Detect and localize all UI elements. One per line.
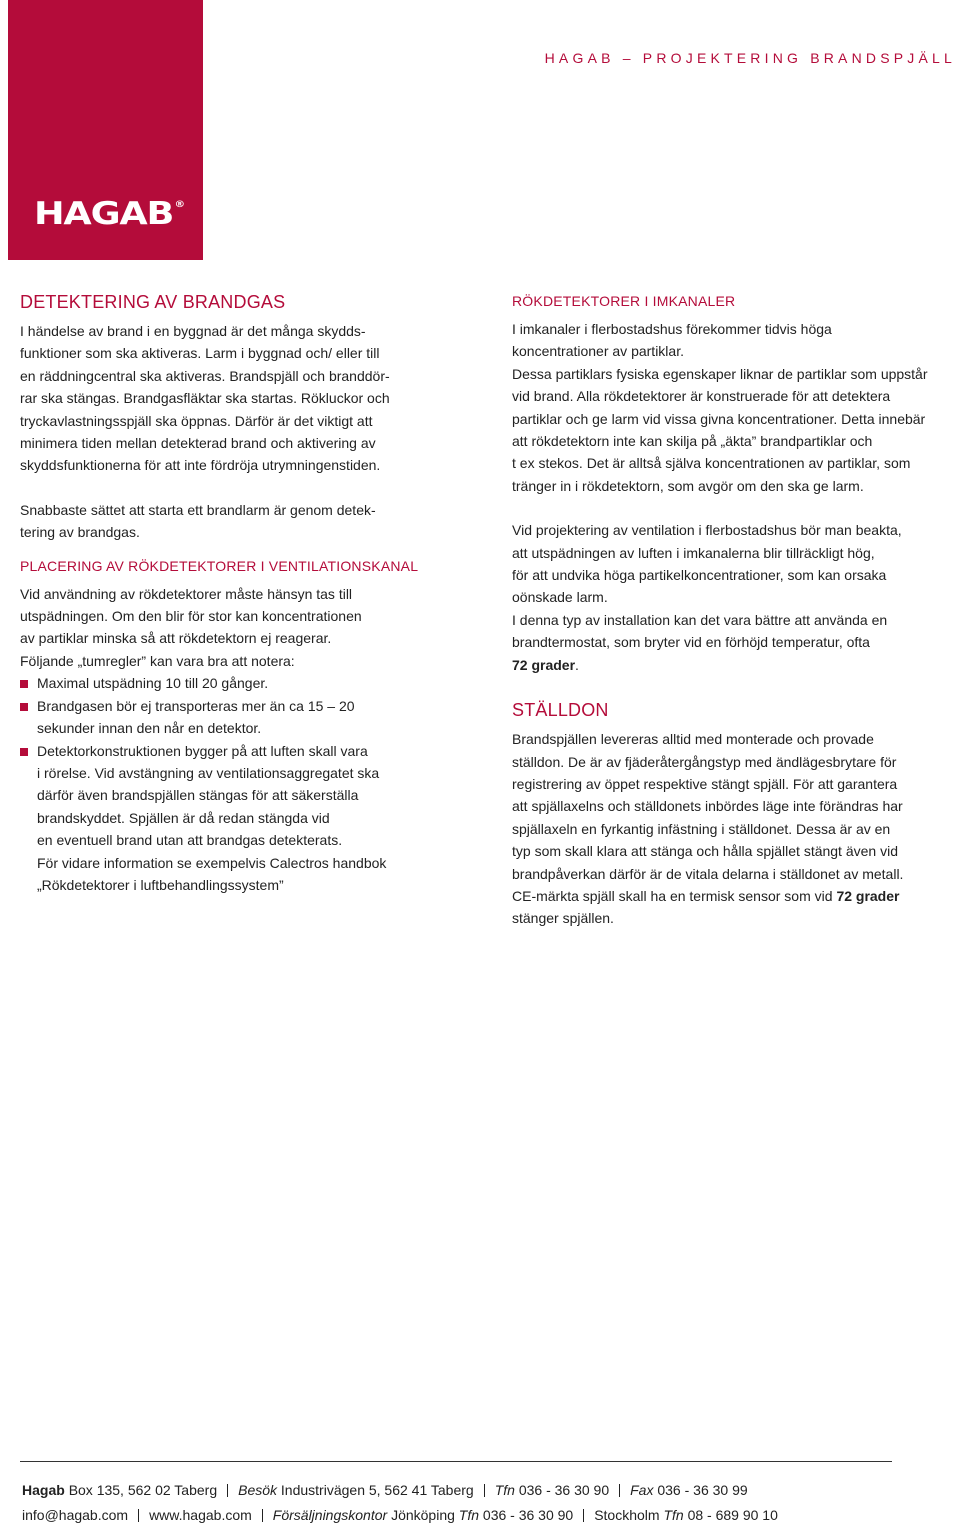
list-item: Detektorkonstruktionen bygger på att luften skall vara i rörelse. Vid avstängning av ventilationsaggregatet ska därför även brandspjällen stängas för att säkerställa brandskyddet. Spjällen är då redan stängda vid en eventuell brand utan att brandgas detekterats. xyxy=(20,740,448,852)
footer-office2-phone: 08 - 689 90 10 xyxy=(687,1507,778,1523)
heading-stalldon: STÄLLDON xyxy=(512,700,609,721)
footer-company: Hagab xyxy=(22,1482,65,1498)
hagab-logo xyxy=(34,196,184,232)
list-item: Brandgasen bör ej transporteras mer än ca 15 – 20 sekunder innan den når en detektor. xyxy=(20,695,448,740)
footer-visit-address: Industrivägen 5, 562 41 Taberg xyxy=(280,1482,474,1498)
footer-address: Box 135, 562 02 Taberg xyxy=(68,1482,218,1498)
document-title: HAGAB – PROJEKTERING BRANDSPJÄLL xyxy=(544,50,956,66)
heading-imkanaler: RÖKDETEKTORER I IMKANALER xyxy=(512,293,736,309)
footer-web-link[interactable]: www.hagab.com xyxy=(149,1507,252,1523)
right-column xyxy=(512,290,960,930)
footer-line-address: Hagab Box 135, 562 02 Taberg Besök Industrivägen 5, 562 41 Taberg Tfn 036 - 36 30 90 Fax 036 - 36 30 99 xyxy=(22,1482,748,1498)
projektering-paragraph: Vid projektering av ventilation i flerbostadshus bör man beakta, att utspädningen av luften i imkanalerna blir tillräckligt hög, för att undvika höga partikelkoncentrationer, som kan orsaka oönskade larm. I denna typ av installation kan det vara bättre att använda en brandtermostat, som bryter vid en förhöjd temperatur, ofta 72 grader. xyxy=(512,522,902,673)
intro-paragraph: I händelse av brand i en byggnad är det många skydds- funktioner som ska aktiveras. Larm i byggnad och/ eller till en räddningcentral ska aktiveras. Brandspjäll och branddör- rar ska stängas. Brandgasfläktar ska startas. Rökluckor och tryckavlastningsspjäll ska öppnas. Därför är det viktigt att minimera tiden mellan detekterad brand och aktivering av skyddsfunktionerna för att inte fördröja utrymningenstiden. xyxy=(20,323,390,474)
logo-text: HAGAB xyxy=(34,196,174,232)
placering-paragraph: Vid användning av rökdetektorer måste hänsyn tas till utspädningen. Om den blir för stor kan koncentrationen av partiklar minska så att rökdetektorn ej reagerar. Följande „tumregler” kan vara bra att notera: xyxy=(20,585,362,669)
snabbaste-paragraph: Snabbaste sättet att starta ett brandlarm är genom detek- tering av brandgas. xyxy=(20,501,376,541)
imkanaler-paragraph: I imkanaler i flerbostadshus förekommer tidvis höga koncentrationer av partiklar. Dessa partiklars fysiska egenskaper liknar de partiklar som uppstår vid brand. Alla rökdetektorer är konstruerade för att detektera partiklar och ge larm vid vissa givna koncentrationer. Detta innebär att rökdetektorn inte kan skilja på „äkta” brandpartiklar och t ex stekos. Det är alltså själva koncentrationen av partiklar, som tränger in i rökdetektorn, som avgör om den ska ge larm. xyxy=(512,321,928,494)
registered-mark: ® xyxy=(174,200,184,210)
stalldon-paragraph: Brandspjällen levereras alltid med monterade och provade ställdon. De är av fjäderåtergångstyp med ändlägesbrytare för registrering av öppet respektive stängt spjäll. För att garantera att spjällaxelns och ställdonets inbördes läge inte förändras har spjällaxeln en fyrkantig infästning i ställdonet. Dessa är av en typ som skall klara att stänga och hålla spjället stängt även vid brandpåverkan därför är de vitala delarna i ställdonet av metall. CE-märkta spjäll skall ha en termisk sensor som vid 72 grader stänger spjällen. xyxy=(512,731,904,927)
temperature-value: 72 grader xyxy=(512,656,576,673)
rules-list xyxy=(20,672,448,851)
reference-paragraph: För vidare information se exempelvis Calectros handbok „Rökdetektorer i luftbehandlingssystem” xyxy=(37,854,387,893)
footer-fax: 036 - 36 30 99 xyxy=(657,1482,748,1498)
footer-email-link[interactable]: info@hagab.com xyxy=(22,1507,129,1523)
brand-block xyxy=(8,0,203,260)
list-item: Maximal utspädning 10 till 20 gånger. xyxy=(20,672,448,694)
sensor-temperature: 72 grader xyxy=(836,887,900,904)
subheading-placering: PLACERING AV RÖKDETEKTORER I VENTILATIONSKANAL xyxy=(20,557,419,574)
footer-line-contact: info@hagab.com www.hagab.com Försäljningskontor Jönköping Tfn 036 - 36 30 90 Stockholm Tfn 08 - 689 90 10 xyxy=(22,1507,778,1523)
left-column xyxy=(20,290,448,896)
footer-divider xyxy=(20,1461,892,1462)
footer-phone: 036 - 36 30 90 xyxy=(518,1482,610,1498)
footer-office1-phone: 036 - 36 30 90 xyxy=(482,1507,574,1523)
heading-detektering: DETEKTERING AV BRANDGAS xyxy=(20,292,286,312)
